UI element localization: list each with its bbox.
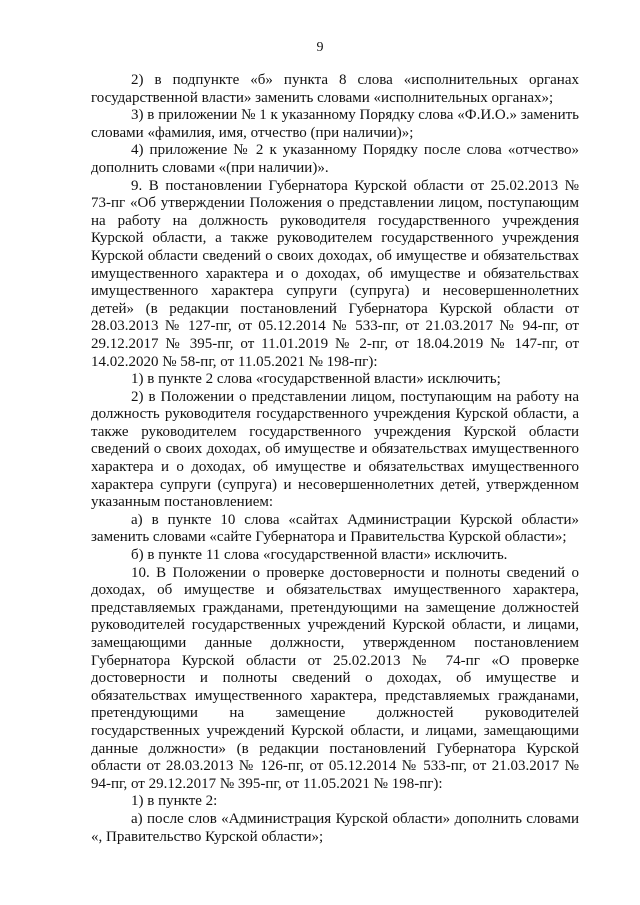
- paragraph-9-item-2b: б) в пункте 11 слова «государственной власти» исключить.: [131, 547, 508, 564]
- paragraph-appendix-1-fio: 3) в приложении № 1 к указанному Порядку слова «Ф.И.О.» заменить словами «фамилия, имя, отчество (при наличии)»;: [91, 107, 579, 141]
- paragraph-appendix-2-patronymic: 4) приложение № 2 к указанному Порядку после слова «отчество» дополнить словами «(при наличии)».: [91, 142, 579, 176]
- paragraph-9-item-2: 2) в Положении о представлении лицом, поступающим на работу на должность руководителя государственного учреждения Курской области, а также руководителем государственного учреждения Курской области сведений о своих доходах, об имуществе и обязательствах имущественного характера и о доходах, об имуществе и обязательствах имущественного характера супруги (супруга) и несовершеннолетних детей, утвержденном указанным постановлением:: [91, 388, 579, 511]
- paragraph-subclause-b-item-8: 2) в подпункте «б» пункта 8 слова «исполнительных органах государственной власти» заменить словами «исполнительных органах»;: [91, 72, 579, 106]
- paragraph-9-item-2a: а) в пункте 10 слова «сайтах Администрации Курской области» заменить словами «сайте Губернатора и Правительства Курской области»;: [91, 511, 579, 546]
- paragraph-9-item-1: 1) в пункте 2 слова «государственной власти» исключить;: [131, 371, 501, 388]
- page-number: 9: [316, 40, 324, 55]
- paragraph-10-item-1a: а) после слов «Администрация Курской области» дополнить словами «, Правительство Курской области»;: [91, 810, 579, 845]
- paragraph-section-10: 10. В Положении о проверке достоверности и полноты сведений о доходах, об имуществе и обязательствах имущественного характера, представляемых гражданами, претендующими на замещение должностей руководителей государственных учреждений Курской области, и лицами, замещающими данные должности, утвержденном постановлением Губернатора Курской области от 25.02.2013 № 74-пг «О проверке достоверности и полноты сведений о доходах, об имуществе и обязательствах имущественного характера, представляемых гражданами, претендующими на замещение должностей руководителей государственных учреждений Курской области, и лицами, замещающими данные должности» (в редакции постановлений Губернатора Курской области от 28.03.2013 № 126-пг, от 05.12.2014 № 533-пг, от 21.03.2017 № 94-пг, от 29.12.2017 № 395-пг, от 11.05.2021 № 198-пг):: [91, 564, 579, 792]
- document-body: [91, 72, 579, 846]
- paragraph-10-item-1: 1) в пункте 2:: [131, 793, 218, 810]
- paragraph-section-9: 9. В постановлении Губернатора Курской области от 25.02.2013 № 73-пг «Об утверждении Положения о представлении лицом, поступающим на работу на должность руководителя государственного учреждения Курской области, а также руководителем государственного учреждения Курской области сведений о своих доходах, об имуществе и обязательствах имущественного характера и о доходах, об имуществе и обязательствах имущественного характера супруги (супруга) и несовершеннолетних детей» (в редакции постановлений Губернатора Курской области от 28.03.2013 № 127-пг, от 05.12.2014 № 533-пг, от 21.03.2017 № 94-пг, от 29.12.2017 № 395-пг, от 11.01.2019 № 2-пг, от 18.04.2019 № 147-пг, от 14.02.2020 № 58-пг, от 11.05.2021 № 198-пг):: [91, 177, 579, 370]
